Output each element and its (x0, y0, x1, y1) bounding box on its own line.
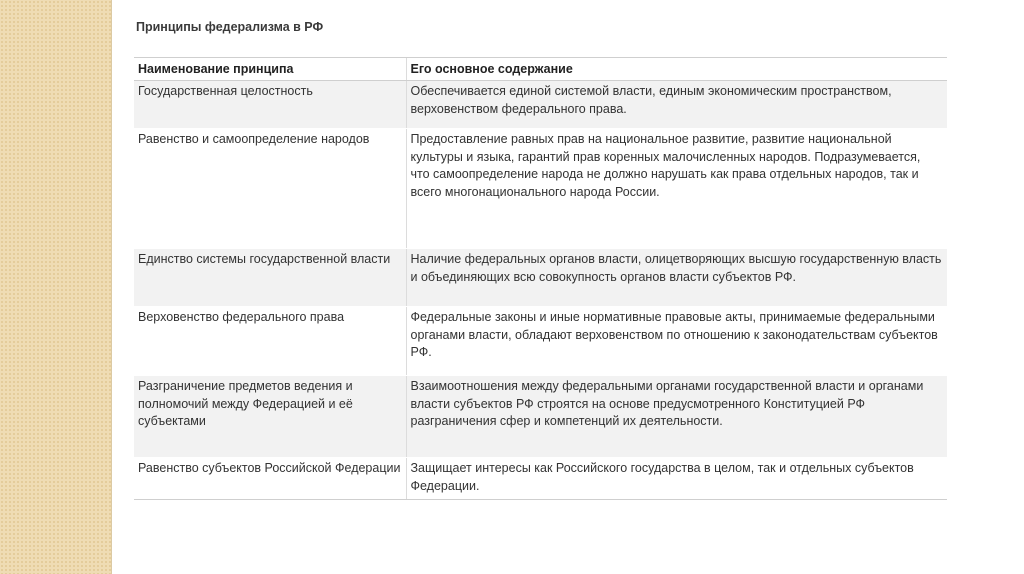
principle-content: Обеспечивается единой системой власти, единым экономическим пространством, верховенством федерального права. (406, 81, 947, 129)
principles-table (134, 57, 947, 500)
principle-name: Разграничение предметов ведения и полномочий между Федерацией и её субъектами (134, 376, 406, 458)
header-principle-name: Наименование принципа (134, 58, 406, 81)
table-row (134, 249, 947, 307)
principle-name: Государственная целостность (134, 81, 406, 129)
principle-name: Единство системы государственной власти (134, 249, 406, 307)
slide-title: Принципы федерализма в РФ (136, 20, 324, 34)
principle-content: Наличие федеральных органов власти, олицетворяющих высшую государственную власть и объединяющих всю совокупность органов власти субъектов РФ. (406, 249, 947, 307)
principle-name: Равенство и самоопределение народов (134, 129, 406, 249)
principle-content: Предоставление равных прав на национальное развитие, развитие национальной культуры и языка, гарантий прав коренных малочисленных народов. Подразумевается, что самоопределение народа не должно нарушать как права отдельных народов, так и всего многонационального народа России. (406, 129, 947, 249)
table-header-row (134, 58, 947, 81)
principle-name: Верховенство федерального права (134, 307, 406, 376)
table-row (134, 458, 947, 500)
principle-content: Федеральные законы и иные нормативные правовые акты, принимаемые федеральными органами власти, обладают верховенством по отношению к законодательствам субъектов РФ. (406, 307, 947, 376)
table-row (134, 129, 947, 249)
decorative-side-strip (0, 0, 112, 574)
principle-content: Взаимоотношения между федеральными органами государственной власти и органами власти субъектов РФ строятся на основе предусмотренного Конституцией РФ разграничения сфер и компетенций их деятельности. (406, 376, 947, 458)
table-row (134, 307, 947, 376)
principle-content: Защищает интересы как Российского государства в целом, так и отдельных субъектов Федерации. (406, 458, 947, 500)
header-principle-content: Его основное содержание (406, 58, 947, 81)
table-row (134, 81, 947, 129)
principle-name: Равенство субъектов Российской Федерации (134, 458, 406, 500)
table-row (134, 376, 947, 458)
